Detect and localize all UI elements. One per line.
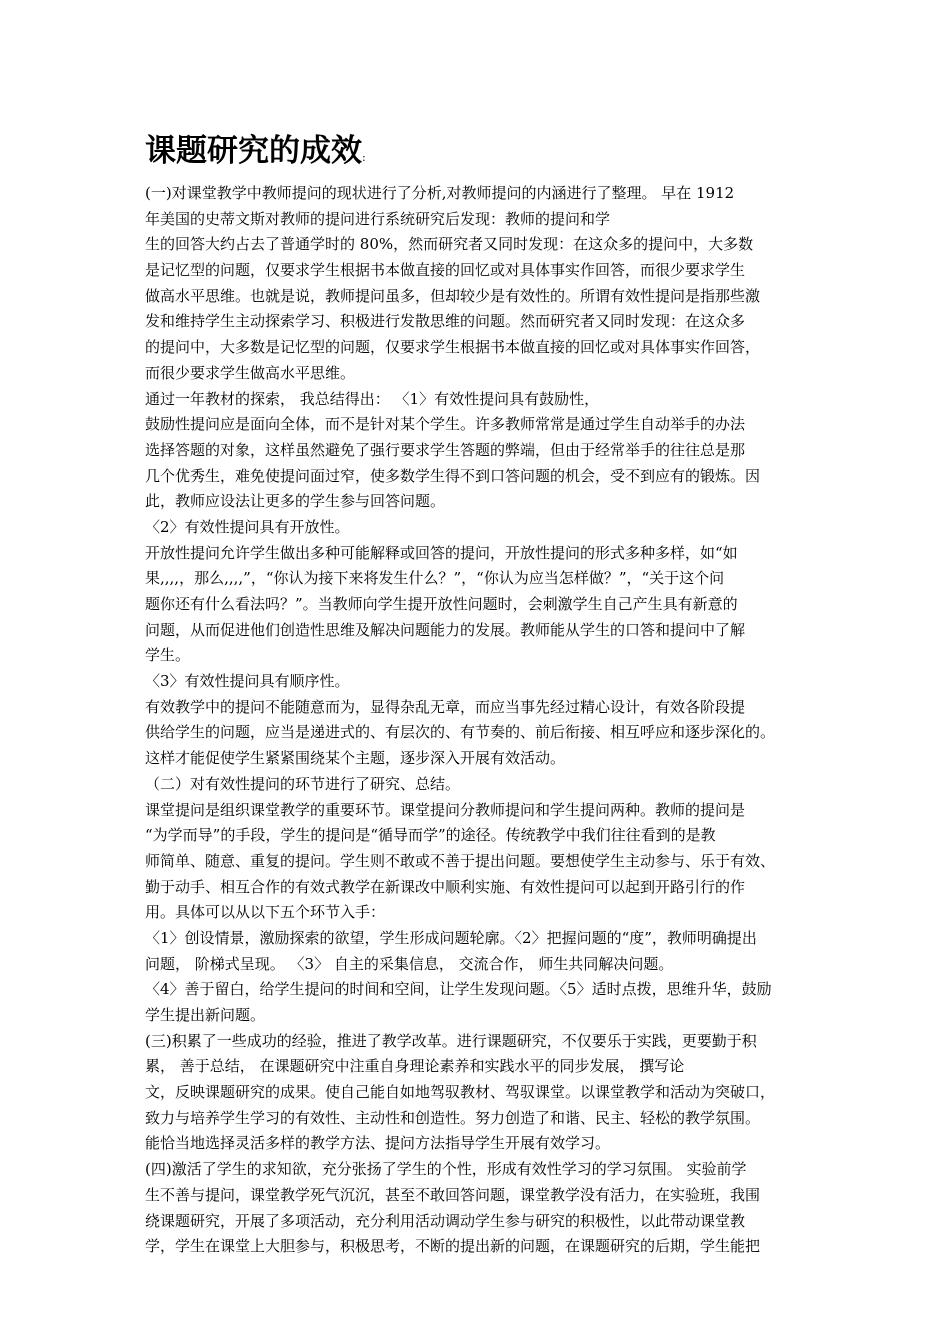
text-line: 供给学生的问题，应当是递进式的、有层次的、有节奏的、前后衔接、相互呼应和逐步深化的。 [145, 723, 776, 742]
text-line: 生不善与提问，课堂教学死气沉沉，甚至不敢回答问题，课堂教学没有活力，在实验班，我围 [145, 1185, 761, 1204]
text-line: 绕课题研究，开展了多项活动，充分利用活动调动学生参与研究的积极性，以此带动课堂教 [145, 1211, 746, 1230]
text-line: 有效教学中的提问不能随意而为，显得杂乱无章，而应当事先经过精心设计，有效各阶段提 [145, 697, 746, 716]
text-line: 几个优秀生，难免使提问面过窄，使多数学生得不到口答问题的机会，受不到应有的锻炼。因 [145, 466, 761, 485]
text-line: 能恰当地选择灵活多样的教学方法、提问方法指导学生开展有效学习。 [145, 1134, 611, 1153]
text-line: 年美国的史蒂文斯对教师的提问进行系统研究后发现：教师的提问和学 [145, 209, 611, 228]
text-line: 学，学生在课堂上大胆参与，积极思考，不断的提出新的问题，在课题研究的后期，学生能把 [145, 1237, 761, 1256]
text-line: 问题，从而促进他们创造性思维及解决问题能力的发展。教师能从学生的口答和提问中了解 [145, 620, 746, 639]
text-line: 开放性提问允许学生做出多种可能解释或回答的提问，开放性提问的形式多种多样，如“如 [145, 543, 738, 562]
text-line: “为学而导”的手段，学生的提问是“循导而学”的途径。传统教学中我们往往看到的是教 [145, 826, 716, 845]
document-title [145, 128, 810, 181]
text-line: 〈4〉善于留白，给学生提问的时间和空间，让学生发现问题。〈5〉适时点拨，思维升华，鼓励 [145, 980, 772, 999]
text-line: 学生。 [145, 646, 191, 665]
text-line: （二）对有效性提问的环节进行了研究、总结。 [145, 774, 461, 793]
text-line: (一)对课堂教学中教师提问的现状进行了分析,对教师提问的内涵进行了整理。 早在 1912 [145, 184, 735, 202]
title-text: 课题研究的成效 [145, 133, 362, 169]
text-line: 〈1〉创设情景，激励探索的欲望，学生形成问题轮廓。〈2〉把握问题的“度”，教师明确提出 [145, 928, 757, 947]
text-line: 而很少要求学生做高水平思维。 [145, 363, 356, 382]
text-line: 累， 善于总结， 在课题研究中注重自身理论素养和实践水平的同步发展， 撰写论 [145, 1057, 685, 1076]
text-line: 生的回答大约占去了普通学时的 80%，然而研究者又同时发现：在这众多的提问中，大多数 [145, 235, 754, 254]
text-line: 的提问中，大多数是记忆型的问题，仅要求学生根据书本做直接的回忆或对具体事实作回答， [145, 338, 761, 357]
text-line: 用。具体可以从以下五个环节入手： [145, 903, 386, 922]
text-line: 此，教师应设法让更多的学生参与回答问题。 [145, 492, 446, 511]
title-colon: : [362, 151, 366, 164]
text-line: (四)激活了学生的求知欲，充分张扬了学生的个性，形成有效性学习的学习氛围。 实验前学 [145, 1160, 747, 1179]
text-line: 果,,,,，那么,,,,”，“你认为接下来将发生什么？”，“你认为应当怎样做？”，“关于这个问 [145, 569, 725, 588]
text-line: 通过一年教材的探索， 我总结得出： 〈1〉有效性提问具有鼓励性， [145, 389, 600, 408]
text-line: 题你还有什么看法吗？”。当教师向学生提开放性问题时，会刺激学生自己产生具有新意的 [145, 595, 738, 613]
text-line: 这样才能促使学生紧紧围绕某个主题，逐步深入开展有效活动。 [145, 749, 566, 768]
text-line: 〈2〉有效性提问具有开放性。 [145, 517, 350, 536]
text-line: 鼓励性提问应是面向全体，而不是针对某个学生。许多教师常常是通过学生自动举手的办法 [145, 415, 746, 434]
text-line: 发和维持学生主动探索学习、积极进行发散思维的问题。然而研究者又同时发现：在这众多 [145, 312, 746, 331]
text-line: 师简单、随意、重复的提问。学生则不敢或不善于提出问题。要想使学生主动参与、乐于有效、 [145, 851, 776, 870]
document-page [145, 128, 810, 1260]
text-line: 课堂提问是组织课堂教学的重要环节。课堂提问分教师提问和学生提问两种。教师的提问是 [145, 800, 746, 819]
document-body [145, 181, 810, 1260]
text-line: 勤于动手、相互合作的有效式教学在新课改中顺利实施、有效性提问可以起到开路引行的作 [145, 877, 746, 896]
text-line: 问题， 阶梯式呈现。 〈3〉 自主的采集信息， 交流合作， 师生共同解决问题。 [145, 954, 674, 973]
text-line: 做高水平思维。也就是说，教师提问虽多，但却较少是有效性的。所谓有效性提问是指那些激 [145, 286, 761, 305]
text-line: 选择答题的对象，这样虽然避免了强行要求学生答题的弊端，但由于经常举手的往往总是那 [145, 440, 746, 459]
text-line: 文，反映课题研究的成果。使自己能自如地驾驭教材、驾驭课堂。以课堂教学和活动为突破口， [145, 1083, 776, 1102]
text-line: (三)积累了一些成功的经验，推进了教学改革。进行课题研究，不仅要乐于实践，更要勤于积 [145, 1031, 757, 1050]
text-line: 〈3〉有效性提问具有顺序性。 [145, 672, 350, 691]
text-line: 是记忆型的问题，仅要求学生根据书本做直接的回忆或对具体事实作回答，而很少要求学生 [145, 261, 746, 280]
text-line: 致力与培养学生学习的有效性、主动性和创造性。努力创造了和谐、民主、轻松的教学氛围。 [145, 1108, 761, 1127]
text-line: 学生提出新问题。 [145, 1006, 266, 1024]
